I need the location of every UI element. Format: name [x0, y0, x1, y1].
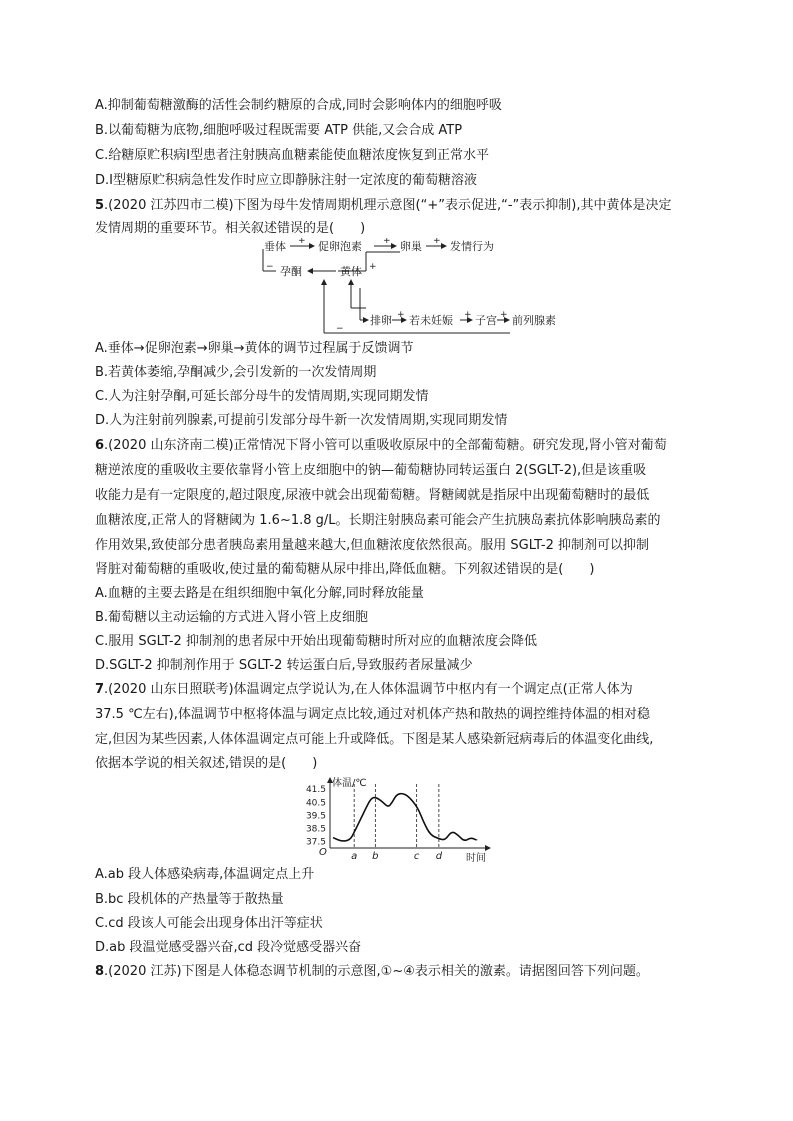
q4-option-d: D.Ⅰ型糖原贮积病急性发作时应立即静脉注射一定浓度的葡萄糖溶液	[95, 173, 477, 188]
q6-option-c: C.服用 SGLT-2 抑制剂的患者尿中开始出现葡萄糖时所对应的血糖浓度会降低	[95, 634, 537, 649]
q5-stem-line1	[95, 197, 671, 215]
sign-plus-2: +	[383, 238, 391, 246]
q7-temperature-chart	[290, 774, 500, 866]
sign-plus-3: +	[433, 238, 441, 246]
q4-option-a: A.抑制葡萄糖激酶的活性会制约糖原的合成,同时会影响体内的细胞呼吸	[95, 98, 502, 113]
q7-stem-line3: 定,但因为某些因素,人体体温调定点可能上升或降低。下图是某人感染新冠病毒后的体温变化曲线,	[95, 732, 654, 747]
node-huangti: 黄体	[340, 265, 362, 278]
y-axis-label: 体温/℃	[332, 778, 367, 789]
q4-option-b: B.以葡萄糖为底物,细胞呼吸过程既需要 ATP 供能,又会合成 ATP	[95, 123, 463, 138]
q7-number: 7	[95, 682, 105, 697]
origin-label: O	[319, 847, 327, 858]
q5-option-c: C.人为注射孕酮,可延长部分母牛的发情周期,实现同期发情	[95, 389, 429, 404]
sign-plus-4: +	[369, 262, 377, 272]
x-tick-label: d	[435, 851, 443, 862]
q7-option-a: A.ab 段人体感染病毒,体温调定点上升	[95, 867, 315, 882]
q5-stem-line2: 发情周期的重要环节。相关叙述错误的是( )	[95, 221, 366, 236]
y-tick-label: 40.5	[305, 798, 326, 809]
q8-number: 8	[95, 964, 105, 979]
node-cuoluanpaosu: 促卵泡素	[318, 240, 362, 253]
sign-plus-6: +	[464, 310, 472, 320]
node-ruoweirenshen: 若未妊娠	[409, 314, 453, 327]
node-luanchao: 卵巢	[400, 240, 422, 253]
q5-stem-text: .(2020 江苏四市二模)下图为母牛发情周期机理示意图(“+”表示促进,“-”表示抑制),其中黄体是决定	[104, 198, 672, 213]
x-axis-label: 时间	[466, 853, 486, 864]
q5-option-a: A.垂体→促卵泡素→卵巢→黄体的调节过程属于反馈调节	[95, 341, 414, 356]
y-tick-label: 39.5	[305, 811, 326, 822]
q8-stem-text: .(2020 江苏)下图是人体稳态调节机制的示意图,①~④表示相关的激素。请据图回答下列问题。	[104, 964, 649, 979]
node-qianliexiansu: 前列腺素	[512, 314, 556, 327]
x-tick-label: c	[413, 851, 420, 862]
q7-option-d: D.ab 段温觉感受器兴奋,cd 段冷觉感受器兴奋	[95, 940, 362, 955]
node-yuntong: 孕酮	[280, 265, 302, 278]
q4-option-c: C.给糖原贮积病Ⅰ型患者注射胰高血糖素能使血糖浓度恢复到正常水平	[95, 148, 490, 163]
q7-option-c: C.cd 段该人可能会出现身体出汗等症状	[95, 916, 323, 931]
sign-plus-1: +	[298, 238, 306, 246]
q6-stem-line1	[95, 437, 667, 455]
y-tick-label: 37.5	[305, 837, 326, 848]
node-pailuan: 排卵	[370, 314, 392, 327]
q6-option-d: D.SGLT-2 抑制剂作用于 SGLT-2 转运蛋白后,导致服药者尿量减少	[95, 658, 473, 673]
node-faqingxingwei: 发情行为	[450, 240, 494, 253]
q7-stem-line2: 37.5 ℃左右),体温调节中枢将体温与调定点比较,通过对机体产热和散热的调控维持体温的相对稳	[95, 707, 651, 722]
q6-number: 6	[95, 438, 105, 453]
sign-minus-1: −	[266, 262, 274, 272]
q7-stem-line1	[95, 681, 633, 699]
q6-option-a: A.血糖的主要去路是在组织细胞中氧化分解,同时释放能量	[95, 586, 424, 601]
q5-estrous-cycle-diagram	[250, 238, 560, 338]
x-tick-label: b	[372, 851, 379, 862]
node-chuiti: 垂体	[264, 240, 286, 253]
sign-plus-7: +	[500, 310, 508, 320]
q6-stem-line3: 收能力是有一定限度的,超过限度,尿液中就会出现葡萄糖。肾糖阈就是指尿中出现葡萄糖时的最低	[95, 488, 650, 503]
q5-option-b: B.若黄体萎缩,孕酮减少,会引发新的一次发情周期	[95, 365, 377, 380]
q7-stem-line4: 依据本学说的相关叙述,错误的是( )	[95, 756, 318, 771]
q6-stem-line2: 糖逆浓度的重吸收主要依靠肾小管上皮细胞中的钠—葡萄糖协同转运蛋白 2(SGLT-2),但是该重吸	[95, 463, 647, 478]
sign-plus-5: +	[397, 310, 405, 320]
sign-minus-2: −	[336, 324, 344, 334]
q6-stem-line4: 血糖浓度,正常人的肾糖阈为 1.6~1.8 g/L。长期注射胰岛素可能会产生抗胰岛素抗体影响胰岛素的	[95, 513, 661, 528]
x-tick-label: a	[351, 851, 358, 862]
q7-option-b: B.bc 段机体的产热量等于散热量	[95, 892, 284, 907]
temperature-curve	[333, 794, 477, 841]
q7-stem-text: .(2020 山东日照联考)体温调定点学说认为,在人体体温调节中枢内有一个调定点(正常人体为	[104, 682, 633, 697]
q6-stem-line6: 肾脏对葡萄糖的重吸收,使过量的葡萄糖从尿中排出,降低血糖。下列叙述错误的是( )	[95, 562, 595, 577]
q5-number: 5	[95, 198, 105, 213]
y-tick-label: 41.5	[305, 785, 326, 796]
q6-stem-line5: 作用效果,致使部分患者胰岛素用量越来越大,但血糖浓度依然很高。服用 SGLT-2 抑制剂可以抑制	[95, 538, 650, 553]
q5-option-d: D.人为注射前列腺素,可提前引发部分母牛新一次发情周期,实现同期发情	[95, 413, 508, 428]
q6-option-b: B.葡萄糖以主动运输的方式进入肾小管上皮细胞	[95, 610, 369, 625]
q8-stem	[95, 963, 649, 981]
y-tick-label: 38.5	[305, 824, 326, 835]
q6-stem-text: .(2020 山东济南二模)正常情况下肾小管可以重吸收原尿中的全部葡萄糖。研究发现,肾小管对葡萄	[104, 438, 667, 453]
node-zigong: 子宫	[475, 314, 497, 327]
